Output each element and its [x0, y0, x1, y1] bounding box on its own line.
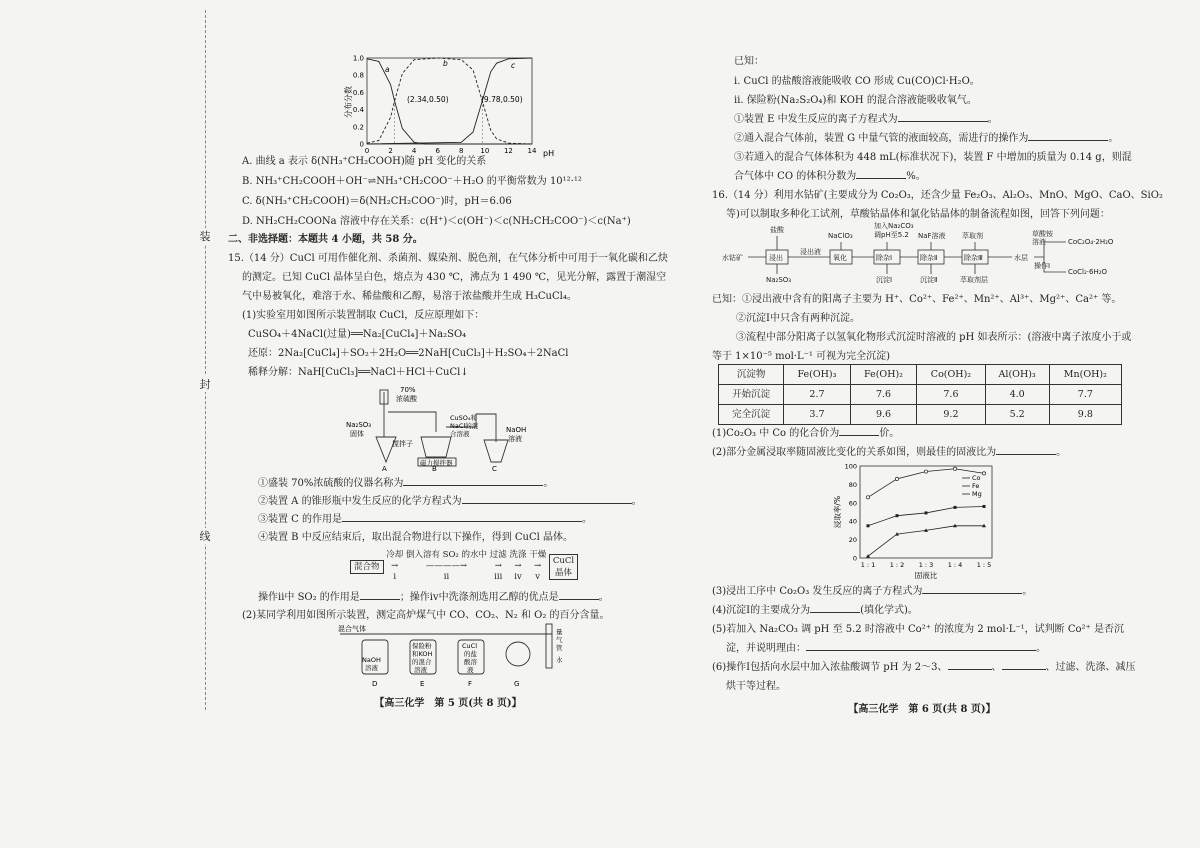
q15-2b: ②通入混合气体前，装置 G 中量气管的液面较高，需进行的操作为 。	[734, 129, 1118, 148]
answer-blank[interactable]	[1028, 130, 1108, 141]
flow-step-1-num: ⅰ	[393, 572, 397, 582]
equation-2: 还原：2Na₂[CuCl₄]＋SO₂＋2H₂O══2NaH[CuCl₃]＋H₂SO₄＋2NaCl	[248, 348, 569, 359]
q15-2a-text: ①装置 E 中发生反应的离子方程式为	[734, 114, 898, 125]
data-point-Fe	[925, 511, 928, 514]
oxalate-label-2: 溶液	[1032, 238, 1046, 246]
y-tick-label: 1.0	[352, 54, 364, 63]
q16-3-text: (3)浸出工序中 Co₂O₃ 发生反应的离子方程式为	[712, 586, 923, 597]
q15-1c-text: ③装置 C 的作用是	[258, 514, 343, 525]
table-cell: 9.2	[917, 405, 985, 425]
q15-2c-text-b: %。	[906, 171, 926, 182]
data-point-Fe	[954, 506, 957, 509]
q15-stem-line1: 15.（14 分）CuCl 可用作催化剂、杀菌剂、媒染剂、脱色剂，在气体分析中可用于一氧化碳和乙炔	[228, 253, 668, 264]
box-leach-label: 浸出	[769, 254, 783, 262]
process-flow-2	[722, 222, 1142, 292]
mix-label-2: NaCl的混	[450, 422, 479, 430]
known-heading: 已知：	[734, 56, 764, 67]
section-title: 二、非选择题：本题共 4 小题，共 58 分。	[228, 234, 423, 245]
flow-end-1: CuCl	[552, 555, 575, 566]
tube-ab	[388, 412, 436, 432]
process-flow-1	[350, 550, 578, 583]
q16-6-text-c: 、过滤、洗涤、减压	[1045, 662, 1136, 673]
na2so3-label: Na₂SO₃	[346, 421, 372, 429]
binding-line	[205, 10, 206, 710]
q15-1e: 操作ⅱ中 SO₂ 的作用是 ；操作ⅳ中洗涤剂选用乙醇的优点是 。	[258, 588, 609, 607]
q16-1	[712, 424, 899, 443]
q15-stem-line2: 的测定。已知 CuCl 晶体呈白色，熔点为 430 ℃，沸点为 1 490 ℃，见光分解，露置于潮湿空	[242, 272, 667, 283]
flow-step-3-num: ⅲ	[494, 572, 503, 582]
table-cell: 开始沉淀	[719, 385, 784, 405]
answer-blank[interactable]	[996, 444, 1056, 455]
gas-label: 混合气体	[338, 625, 366, 633]
flow-step-5-num: ⅴ	[535, 572, 541, 582]
leachate-label: 浸出液	[800, 248, 821, 256]
table-cell: 完全沉淀	[719, 405, 784, 425]
label-a: A	[382, 465, 387, 472]
x-tick-label: 2	[388, 147, 393, 155]
answer-blank[interactable]	[462, 493, 632, 504]
table-cell: 3.7	[784, 405, 851, 425]
naoh-label: NaOH	[506, 426, 527, 434]
equation-3: 稀释分解：NaH[CuCl₃]══NaCl＋HCl＋CuCl↓	[248, 367, 469, 378]
x-tick-label: 1 : 4	[947, 561, 963, 569]
stirrer-label: 搅拌子	[392, 440, 413, 448]
flow-step-2-num: ⅱ	[443, 572, 450, 582]
flow-step-1-label: 冷却	[386, 550, 404, 560]
q15-2a: ①装置 E 中发生反应的离子方程式为 。	[734, 110, 998, 129]
na2co3-label-1: 加入Na₂CO₃	[874, 222, 914, 230]
flow-end	[549, 554, 578, 580]
answer-blank[interactable]	[342, 511, 582, 522]
q16-4-text-b: (填化学式)。	[860, 605, 918, 616]
na2co3-label-2: 调pH至5.2	[874, 231, 909, 239]
answer-blank[interactable]	[856, 168, 906, 179]
q16-stem-line1: 16.（14 分）利用水钴矿(主要成分为 Co₂O₃，还含少量 Fe₂O₃、Al₂O₃、MnO、MgO、CaO、SiO₂	[712, 190, 1163, 201]
g-label-2: 气	[556, 636, 563, 644]
precipitate-1-label: 沉淀Ⅰ	[876, 276, 893, 284]
flow-step-2-label: 倒入溶有 SO₂ 的水中	[405, 550, 488, 560]
q15-part2: (2)某同学利用如图所示装置，测定高炉煤气中 CO、CO₂、N₂ 和 O₂ 的百分含量。	[242, 610, 610, 621]
q15-1e-text-a: 操作ⅱ中 SO₂ 的作用是	[258, 592, 360, 603]
binding-mark-zhuang: 装	[195, 228, 215, 244]
flow-step-2: 倒入溶有 SO₂ 的水中 ————→ ⅱ	[405, 550, 488, 582]
answer-blank[interactable]	[403, 475, 543, 486]
known2-3: ③流程中部分阳离子以氢氧化物形式沉淀时溶液的 pH 如表所示：(溶液中离子浓度小于或	[736, 332, 1132, 343]
table-cell: 4.0	[985, 385, 1049, 405]
mix-label-3: 合溶液	[450, 430, 470, 438]
naf-label: NaF溶液	[918, 232, 946, 240]
table-cell: Fe(OH)₃	[784, 365, 851, 385]
table-cell: 7.6	[850, 385, 917, 405]
q16-stem-line2: 等)可以制取多种化工试剂，草酸钴晶体和氯化钴晶体的制备流程如图，回答下列问题：	[726, 209, 1110, 220]
x-axis-label: 固液比	[914, 571, 938, 580]
option-d: D. NH₂CH₂COONa 溶液中存在关系：c(H⁺)＜c(OH⁻)＜c(NH₂CH₂COO⁻)＜c(Na⁺)	[242, 216, 631, 227]
q15-2c-line1: ③若通入的混合气体体积为 448 mL(标准状况下)，装置 F 中增加的质量为 0.14 g，则混	[734, 152, 1132, 163]
table-cell: Fe(OH)₂	[850, 365, 917, 385]
x-tick-label: 8	[459, 147, 464, 155]
known-2: ⅱ. 保险粉(Na₂S₂O₄)和 KOH 的混合溶液能吸收氧气。	[734, 95, 977, 106]
y-tick-label: 0	[852, 554, 857, 563]
apparatus-diagram-abc	[346, 382, 566, 472]
acid-label: 浓硫酸	[396, 395, 417, 403]
q15-1b: ②装置 A 的锥形瓶中发生反应的化学方程式为 。	[258, 492, 642, 511]
flow-step-3: 过滤 → ⅲ	[489, 550, 507, 582]
data-point-Co	[895, 477, 898, 480]
q16-1-text-a: (1)Co₂O₃ 中 Co 的化合价为	[712, 428, 840, 439]
flow-step-1: 冷却 → ⅰ	[386, 550, 404, 582]
label-e: E	[420, 680, 425, 688]
box-oxidation-label: 氧化	[833, 254, 847, 262]
x-tick-label: 0	[364, 147, 370, 155]
table-cell: 沉淀物	[719, 365, 784, 385]
x-tick-label: 1 : 2	[889, 561, 905, 569]
naclo3-label: NaClO₃	[828, 232, 853, 240]
gas-burette	[546, 624, 552, 668]
binding-mark-feng: 封	[195, 376, 215, 392]
known-1: ⅰ. CuCl 的盐酸溶液能吸收 CO 形成 Cu(CO)Cl·H₂O。	[734, 76, 980, 87]
precipitate-2-label: 沉淀Ⅱ	[920, 276, 938, 284]
answer-blank[interactable]	[839, 425, 879, 436]
y-tick-label: 0	[359, 140, 364, 149]
d-label-2: 溶液	[365, 664, 378, 672]
oxalate-label-1: 草酸铵	[1032, 230, 1053, 238]
label-c: C	[492, 465, 497, 472]
flow-step-4-num: ⅳ	[514, 572, 522, 582]
flow-step-4: 洗涤 → ⅳ	[509, 550, 527, 582]
flow-step-4-label: 洗涤	[509, 550, 527, 560]
data-point-Co	[866, 496, 869, 499]
x-tick-label: 1 : 1	[860, 561, 876, 569]
x-tick-label: 6	[435, 147, 440, 155]
series-line-Fe	[868, 506, 984, 525]
magnet-label: 磁力搅拌器	[420, 459, 453, 467]
table-row	[719, 385, 1122, 405]
q16-6-line2: 烘干等过程。	[726, 681, 786, 692]
x-tick-label: 12	[503, 147, 513, 155]
known2-2: ②沉淀Ⅰ中只含有两种沉淀。	[736, 313, 860, 324]
table-cell: Al(OH)₃	[985, 365, 1049, 385]
g-label-4: 水	[556, 656, 563, 664]
organic-layer-label: 萃取剂层	[960, 276, 988, 284]
table-cell: 2.7	[784, 385, 851, 405]
extractant-label: 萃取剂	[962, 232, 983, 240]
table-cell: 7.6	[917, 385, 985, 405]
flask-c	[484, 440, 508, 462]
flow-step-5: 干燥 → ⅴ	[529, 550, 547, 582]
d-label-1: NaOH	[362, 656, 381, 664]
legend-label: Mg	[972, 490, 982, 498]
q16-6-line1	[712, 658, 1136, 677]
e-label-2: 和KOH	[412, 650, 433, 658]
option-b: B. NH₃⁺CH₂COOH＋OH⁻⇌NH₃⁺CH₂COO⁻＋H₂O 的平衡常数为 10¹²·¹²	[242, 176, 582, 187]
table-cell: Mn(OH)₂	[1049, 365, 1121, 385]
data-point-Fe	[896, 514, 899, 517]
known2-4: 等于 1×10⁻⁵ mol·L⁻¹ 可视为完全沉淀)	[712, 351, 890, 362]
product-1-label: CoC₂O₄·2H₂O	[1068, 238, 1114, 246]
f-label-3: 酸溶	[464, 658, 477, 666]
table-cell: 9.6	[850, 405, 917, 425]
f-label-4: 液	[467, 666, 474, 674]
naoh-solution-label: 溶液	[508, 435, 522, 443]
x-tick-label: 10	[480, 147, 490, 155]
e-label-3: 的混合	[412, 658, 432, 666]
answer-blank[interactable]	[806, 640, 1036, 651]
f-label-2: 的盐	[464, 650, 477, 658]
f-label-1: CuCl	[462, 642, 478, 650]
distribution-chart	[343, 50, 563, 160]
q15-2b-text: ②通入混合气体前，装置 G 中量气管的液面较高，需进行的操作为	[734, 133, 1029, 144]
q15-1a: ①盛装 70%浓硫酸的仪器名称为 。	[258, 474, 553, 493]
data-point-Co	[982, 472, 985, 475]
flow-end-2: 晶体	[555, 567, 573, 578]
curve-label-c: c	[511, 61, 516, 70]
q16-6-text-b: 、	[991, 662, 1002, 673]
y-tick-label: 20	[848, 536, 857, 545]
data-point-Fe	[983, 505, 986, 508]
x-tick-label: 1 : 5	[976, 561, 992, 569]
table-row	[719, 365, 1122, 385]
apparatus-diagram-defg	[332, 622, 572, 692]
answer-blank[interactable]	[898, 111, 988, 122]
table-cell: 9.8	[1049, 405, 1121, 425]
answer-blank[interactable]	[922, 583, 1022, 594]
flow-start: 混合物	[350, 560, 384, 574]
ore-label: 水钴矿	[722, 254, 743, 262]
q15-1a-text: ①盛装 70%浓硫酸的仪器名称为	[258, 478, 404, 489]
page-footer-left: 【高三化学 第 5 页(共 8 页)】	[374, 698, 522, 709]
option-c: C. δ(NH₃⁺CH₂COOH)＝δ(NH₂CH₂COO⁻)时，pH＝6.06	[242, 196, 512, 207]
q16-4-text-a: (4)沉淀Ⅰ的主要成分为	[712, 605, 811, 616]
q16-5-line2: 淀，并说明理由： 。	[726, 639, 1046, 658]
y-tick-label: 80	[848, 480, 857, 489]
legend-label: Fe	[972, 482, 980, 490]
data-point-Co	[953, 467, 956, 470]
data-point-Co	[924, 470, 927, 473]
g-label-3: 管	[556, 644, 563, 652]
annotation-point-1: (2.34,0.50)	[407, 95, 449, 104]
na2so3-label: Na₂SO₃	[766, 276, 792, 284]
y-tick-label: 0.4	[352, 106, 364, 115]
table-cell: 7.7	[1049, 385, 1121, 405]
y-tick-label: 60	[848, 499, 857, 508]
box-removal-1-label: 除杂Ⅰ	[876, 254, 893, 262]
q16-5-text: 淀，并说明理由：	[726, 643, 806, 654]
operation-1-label: 操作Ⅰ	[1034, 262, 1051, 270]
annotation-point-2: (9.78,0.50)	[481, 95, 523, 104]
aqueous-label: 水层	[1014, 254, 1028, 262]
q16-5-line1: (5)若加入 Na₂CO₃ 调 pH 至 5.2 时溶液中 Co²⁺ 的浓度为 2 mol·L⁻¹，试判断 Co²⁺ 是否沉	[712, 624, 1125, 635]
x-tick-label: 4	[411, 147, 417, 155]
legend-label: Co	[972, 474, 981, 482]
answer-blank[interactable]	[360, 589, 400, 600]
flow-step-3-label: 过滤	[489, 550, 507, 560]
q15-1b-text: ②装置 A 的锥形瓶中发生反应的化学方程式为	[258, 496, 462, 507]
page-footer-right: 【高三化学 第 6 页(共 8 页)】	[848, 704, 996, 715]
mix-label-1: CuSO₄和	[450, 414, 478, 422]
known2-1: 已知：①浸出液中含有的阳离子主要为 H⁺、Co²⁺、Fe²⁺、Mn²⁺、Al³⁺、Mg²⁺、Ca²⁺ 等。	[712, 294, 1122, 305]
answer-blank[interactable]	[948, 659, 992, 670]
solid-label: 固体	[350, 430, 364, 438]
y-axis-label: 分布分数	[344, 86, 353, 118]
vessel-g	[506, 642, 530, 666]
y-tick-label: 0.2	[352, 123, 364, 132]
box-removal-3-label: 除杂Ⅲ	[964, 254, 983, 262]
q16-2-text-b: 。	[1056, 447, 1067, 458]
y-tick-label: 0.8	[352, 71, 364, 80]
q15-1c: ③装置 C 的作用是 。	[258, 510, 592, 529]
label-d: D	[372, 680, 378, 688]
e-label-4: 溶液	[414, 666, 427, 674]
label-f: F	[468, 680, 473, 688]
data-point-Fe	[867, 524, 870, 527]
y-tick-label: 40	[848, 517, 857, 526]
y-axis-label: 浸取率/%	[833, 495, 842, 529]
x-axis-label: pH	[543, 149, 555, 158]
q16-1-text-b: 价。	[879, 428, 900, 439]
leaching-rate-chart	[832, 460, 1012, 580]
y-tick-label: 100	[844, 462, 857, 471]
flask-b	[421, 437, 451, 457]
product-2-label: CoCl₂·6H₂O	[1068, 268, 1108, 276]
answer-blank[interactable]	[1002, 659, 1046, 670]
e-label-1: 保险粉	[412, 642, 432, 650]
q16-3: (3)浸出工序中 Co₂O₃ 发生反应的离子方程式为 。	[712, 582, 1032, 601]
y-tick-label: 0.6	[352, 88, 364, 97]
acid-conc-label: 70%	[400, 386, 416, 394]
curve-label-a: a	[385, 65, 390, 74]
binding-mark-xian: 线	[195, 528, 215, 544]
curve-label-b: b	[443, 59, 448, 68]
label-b: B	[432, 465, 437, 472]
box-removal-2-label: 除杂Ⅱ	[920, 254, 938, 262]
equation-1: CuSO₄＋4NaCl(过量)══Na₂[CuCl₄]＋Na₂SO₄	[248, 329, 467, 340]
flow-step-5-label: 干燥	[529, 550, 547, 560]
q15-1e-text-b: ；操作ⅳ中洗涤剂选用乙醇的优点是	[399, 592, 559, 603]
x-tick-label: 14	[527, 147, 537, 155]
option-a: A. 曲线 a 表示 δ(NH₃⁺CH₂COOH)随 pH 变化的关系	[242, 156, 487, 167]
hcl-label: 盐酸	[770, 226, 784, 234]
table-cell: 5.2	[985, 405, 1049, 425]
q15-2c-line2	[734, 167, 926, 186]
x-tick-label: 1 : 3	[918, 561, 934, 569]
q15-1d: ④装置 B 中反应结束后，取出混合物进行以下操作，得到 CuCl 晶体。	[258, 532, 574, 543]
answer-blank[interactable]	[559, 589, 599, 600]
q16-4	[712, 601, 918, 620]
g-label-1: 量	[556, 628, 563, 636]
table-cell: Co(OH)₂	[917, 365, 985, 385]
answer-blank[interactable]	[810, 602, 860, 613]
table-row	[719, 405, 1122, 425]
q16-2-text-a: (2)部分金属浸取率随固液比变化的关系如图，则最佳的固液比为	[712, 447, 997, 458]
q15-part1: (1)实验室用如图所示装置制取 CuCl，反应原理如下：	[242, 310, 485, 321]
precipitation-ph-table	[718, 364, 1122, 425]
label-g: G	[514, 680, 520, 688]
q15-stem-line3: 气中易被氧化，难溶于水、稀盐酸和乙醇，易溶于浓盐酸并生成 H₃CuCl₄。	[242, 291, 577, 302]
q15-2c-text-a: 合气体中 CO 的体积分数为	[734, 171, 857, 182]
q16-6-text-a: (6)操作Ⅰ包括向水层中加入浓盐酸调节 pH 为 2～3、	[712, 662, 948, 673]
